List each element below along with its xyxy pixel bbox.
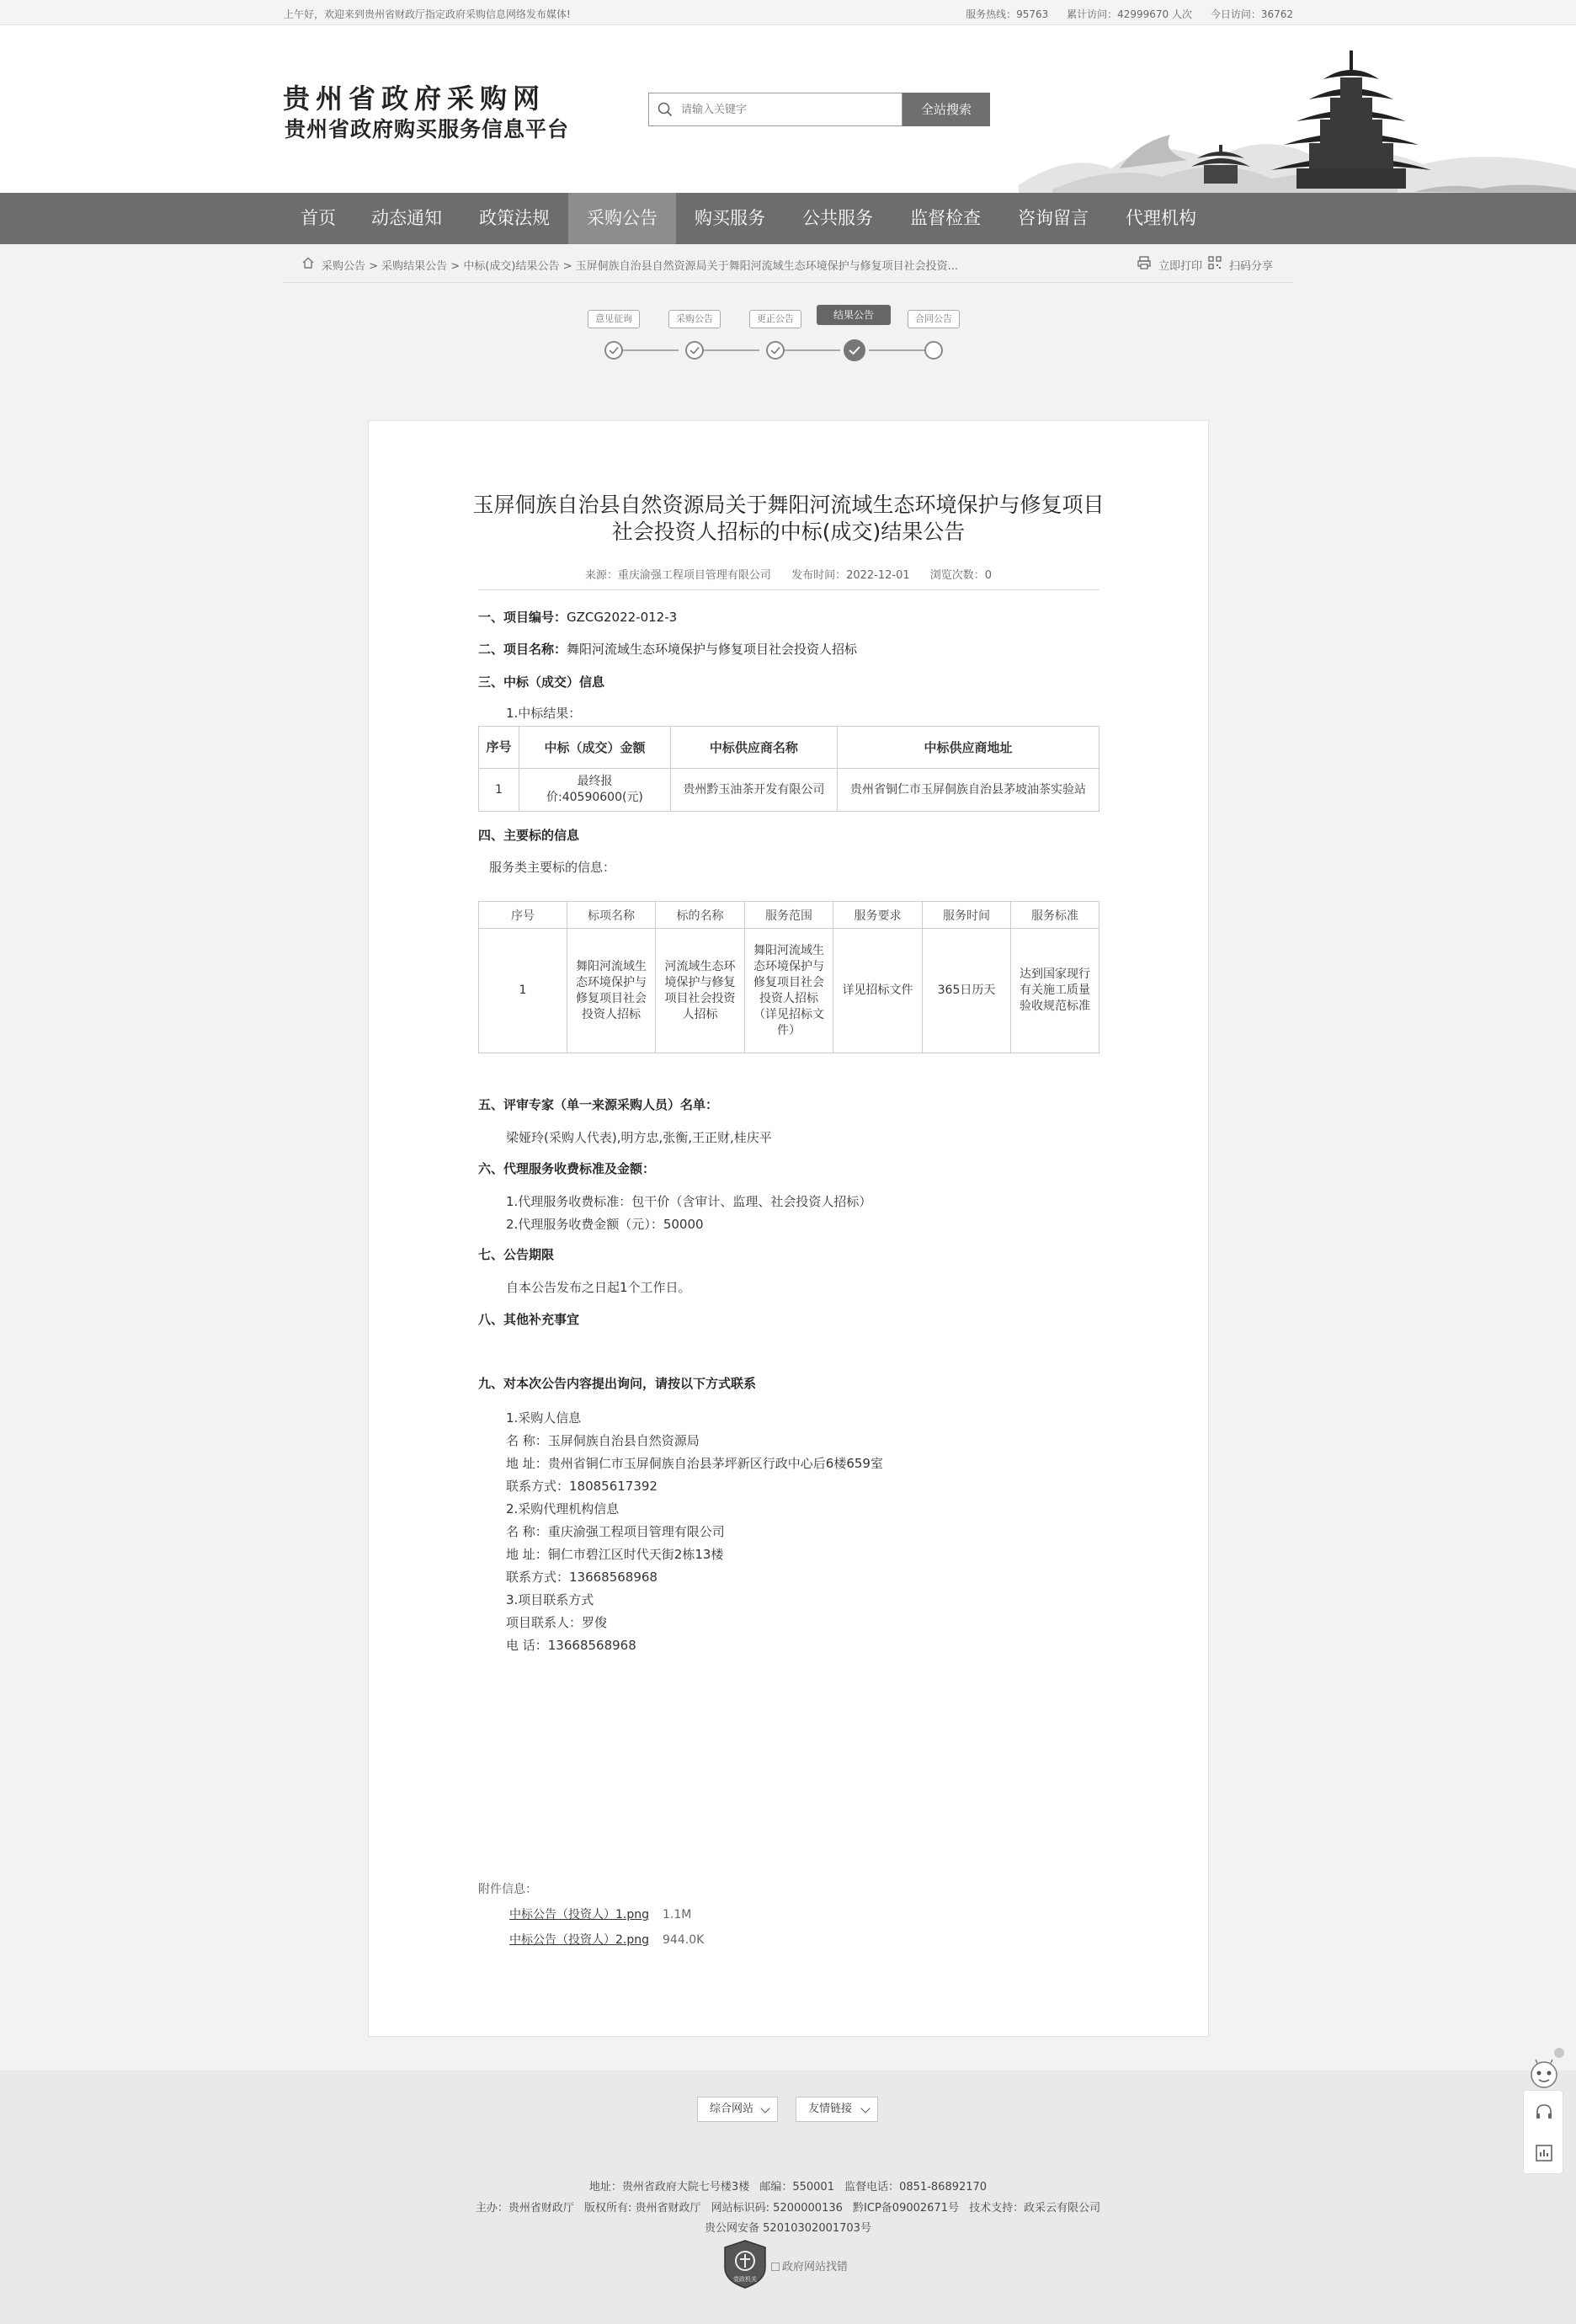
award-result-label: 1.中标结果：	[506, 706, 582, 721]
table-cell: 1	[479, 929, 567, 1053]
table-header-row	[479, 727, 1099, 769]
pagoda-scenery-image	[1019, 42, 1576, 193]
step-current-icon	[844, 339, 865, 361]
attachment-item	[509, 1931, 704, 1948]
table-cell: 达到国家现行有关施工质量验收规范标准	[1011, 929, 1099, 1053]
broken-image-icon	[771, 2263, 780, 2271]
table-header: 中标供应商地址	[837, 727, 1099, 769]
gov-agency-badge-icon[interactable]	[723, 2239, 767, 2289]
footer-police-line	[0, 2219, 1576, 2235]
table-cell: 贵州黔玉油茶开发有限公司	[670, 769, 837, 812]
breadcrumb-bar	[283, 244, 1293, 283]
nav-item-consult[interactable]: 咨询留言	[1018, 208, 1089, 228]
nav-item-notices[interactable]: 动态通知	[371, 208, 442, 228]
chevron-down-icon	[860, 2103, 870, 2113]
contact-line: 联系方式：13668568968	[506, 1570, 658, 1585]
announcement-meta	[369, 566, 1208, 582]
total-visits-text: 累计访问：42999670 人次	[1067, 8, 1192, 20]
notice-period-text: 自本公告发布之日起1个工作日。	[506, 1280, 691, 1295]
badge-text: 党政机关	[733, 2276, 757, 2283]
attachment-size: 944.0K	[663, 1933, 705, 1947]
nav-item-public-service[interactable]: 公共服务	[802, 208, 873, 228]
attachment-size: 1.1M	[663, 1908, 692, 1922]
search-box[interactable]	[648, 93, 902, 126]
divider	[478, 589, 1099, 590]
section-other-matters: 八、其他补充事宜	[478, 1312, 580, 1327]
search-button[interactable]: 全站搜索	[902, 93, 990, 126]
printer-icon	[1137, 255, 1152, 270]
section-label: 一、项目编号：	[478, 610, 567, 625]
section-experts: 五、评审专家（单一来源采购人员）名单：	[478, 1097, 719, 1112]
nav-item-policies[interactable]: 政策法规	[479, 208, 550, 228]
service-items-table	[478, 901, 1099, 1053]
table-cell: 河流域生态环境保护与修复项目社会投资人招标	[656, 929, 745, 1053]
step-done-icon	[604, 341, 623, 360]
table-cell: 详见招标文件	[833, 929, 923, 1053]
footer-police-record[interactable]: 贵公网安备 52010302001703号	[705, 2222, 871, 2235]
section-label: 二、项目名称：	[478, 642, 567, 657]
site-header	[0, 25, 1576, 193]
fee-amount: 2.代理服务收费金额（元）：50000	[506, 1217, 704, 1232]
contact-line: 电 话：13668568968	[506, 1638, 636, 1653]
table-cell: 1	[479, 769, 519, 812]
home-icon[interactable]	[301, 256, 315, 269]
related-sites-select[interactable]	[697, 2097, 778, 2122]
contact-line: 地 址：贵州省铜仁市玉屏侗族自治县茅坪新区行政中心后6楼659室	[506, 1456, 883, 1471]
main-items-label: 服务类主要标的信息：	[489, 860, 616, 875]
chevron-down-icon	[760, 2103, 769, 2113]
print-label: 立即打印	[1158, 260, 1203, 273]
section-main-items: 四、主要标的信息	[478, 828, 580, 843]
footer-postcode: 邮编：550001	[759, 2181, 834, 2193]
attachment-link[interactable]: 中标公告（投资人）1.png	[509, 1908, 650, 1922]
table-header: 服务要求	[833, 902, 923, 929]
share-label: 扫码分享	[1229, 260, 1274, 273]
contact-line: 名 称：玉屏侗族自治县自然资源局	[506, 1433, 700, 1448]
footer-tel: 监督电话：0851-86892170	[844, 2181, 988, 2193]
attachment-item	[509, 1906, 691, 1922]
attachment-label: 附件信息：	[478, 1883, 537, 1896]
table-header: 服务标准	[1011, 902, 1099, 929]
step-label-result[interactable]: 结果公告	[817, 305, 891, 325]
chart-report-icon[interactable]	[1534, 2143, 1554, 2163]
table-cell: 365日历天	[923, 929, 1011, 1053]
top-info-bar	[0, 0, 1576, 25]
section-project-name	[478, 640, 857, 658]
step-pending-icon	[924, 341, 943, 360]
headset-icon[interactable]	[1534, 2103, 1554, 2123]
contact-line: 1.采购人信息	[506, 1410, 582, 1426]
site-title[interactable]: 贵州省政府采购网	[283, 83, 546, 115]
table-cell: 贵州省铜仁市玉屏侗族自治县茅坡油茶实验站	[837, 769, 1099, 812]
welcome-text: 上午好，欢迎来到贵州省财政厅指定政府采购信息网络发布媒体!	[284, 8, 571, 20]
table-header: 中标（成交）金额	[519, 727, 671, 769]
step-label-correction[interactable]: 更正公告	[749, 310, 801, 328]
table-cell: 最终报价:40590600(元)	[519, 769, 671, 812]
nav-item-purchase-service[interactable]: 购买服务	[695, 208, 765, 228]
select-label: 综合网站	[710, 2103, 754, 2115]
contact-info	[506, 1407, 883, 1657]
contact-line: 地 址：铜仁市碧江区时代天街2栋13楼	[506, 1547, 724, 1562]
footer-host: 主办：贵州省财政厅	[475, 2202, 574, 2215]
step-connector	[623, 349, 679, 351]
table-header: 序号	[479, 727, 519, 769]
footer-site-id: 网站标识码: 5200000136	[711, 2202, 843, 2215]
step-connector	[704, 349, 759, 351]
table-header: 服务范围	[745, 902, 833, 929]
floating-service-widget	[1522, 2048, 1564, 2174]
hotline-text: 服务热线：95763	[966, 8, 1049, 20]
publish-time: 发布时间：2022-12-01	[791, 569, 910, 582]
step-label-consult[interactable]: 意见征询	[588, 310, 640, 328]
nav-item-home[interactable]: 首页	[301, 208, 336, 228]
section-project-number	[478, 608, 677, 626]
nav-item-agencies[interactable]: 代理机构	[1126, 208, 1196, 228]
announcement-progress	[581, 308, 968, 367]
breadcrumb[interactable]: 采购公告 > 采购结果公告 > 中标(成交)结果公告 > 玉屏侗族自治县自然资源局关于舞阳河流域生态环境保护与修复项目社会投资...	[322, 260, 959, 273]
search-icon	[658, 102, 673, 117]
source-text: 来源：重庆渝强工程项目管理有限公司	[584, 569, 771, 582]
gov-finder-alt-text: 政府网站找错	[782, 2261, 849, 2273]
nav-item-supervision[interactable]: 监督检查	[910, 208, 981, 228]
step-done-icon	[766, 341, 785, 360]
widget-panel	[1523, 2090, 1563, 2174]
footer-address: 地址：贵州省政府大院七号楼3楼	[588, 2181, 750, 2193]
view-count: 浏览次数：0	[929, 569, 993, 582]
table-header: 中标供应商名称	[670, 727, 837, 769]
section-contact: 九、对本次公告内容提出询问，请按以下方式联系	[478, 1376, 757, 1391]
table-header: 序号	[479, 902, 567, 929]
table-header: 标项名称	[567, 902, 656, 929]
announcement-card	[368, 420, 1209, 2037]
table-header-row	[479, 902, 1099, 929]
table-cell: 舞阳河流域生态环境保护与修复项目社会投资人招标（详见招标文件）	[745, 929, 833, 1053]
project-number: GZCG2022-012-3	[567, 610, 678, 625]
contact-line: 联系方式：18085617392	[506, 1479, 658, 1494]
friendly-links-select[interactable]	[796, 2097, 878, 2122]
award-table	[478, 726, 1099, 812]
footer-address-line	[0, 2177, 1576, 2193]
footer-tech-support: 技术支持：政采云有限公司	[969, 2202, 1101, 2215]
section-agency-fee: 六、代理服务收费标准及金额：	[478, 1161, 656, 1176]
share-button[interactable]	[1229, 257, 1273, 273]
gov-site-finder-link[interactable]	[771, 2257, 848, 2273]
section-award-info: 三、中标（成交）信息	[478, 674, 605, 690]
contact-line: 名 称：重庆渝强工程项目管理有限公司	[506, 1524, 725, 1539]
contact-line: 项目联系人：罗俊	[506, 1615, 608, 1630]
close-icon[interactable]	[1554, 2048, 1564, 2058]
search-input[interactable]	[681, 99, 892, 120]
contact-line: 3.项目联系方式	[506, 1592, 594, 1607]
table-row	[479, 769, 1099, 812]
footer-copyright: 版权所有: 贵州省财政厅	[584, 2202, 701, 2215]
step-connector	[869, 349, 926, 351]
visit-stats	[950, 7, 1293, 21]
nav-item-procurement[interactable]: 采购公告	[568, 193, 676, 244]
site-footer	[0, 2071, 1576, 2324]
title-line-2: 社会投资人招标的中标(成交)结果公告	[611, 520, 966, 544]
footer-icp[interactable]: 黔ICP备09002671号	[853, 2202, 959, 2215]
step-done-icon	[685, 341, 704, 360]
table-header: 标的名称	[656, 902, 745, 929]
print-button[interactable]	[1158, 257, 1202, 273]
select-label: 友情链接	[808, 2103, 853, 2115]
project-name: 舞阳河流域生态环境保护与修复项目社会投资人招标	[567, 642, 858, 657]
robot-assistant-icon[interactable]	[1529, 2058, 1559, 2092]
table-header: 服务时间	[923, 902, 1011, 929]
main-nav	[0, 193, 1576, 244]
experts-list: 梁娅玲(采购人代表),明方忠,张衡,王正财,桂庆平	[506, 1130, 772, 1145]
title-line-1: 玉屏侗族自治县自然资源局关于舞阳河流域生态环境保护与修复项目	[472, 493, 1105, 517]
announcement-title	[369, 492, 1208, 546]
table-cell: 舞阳河流域生态环境保护与修复项目社会投资人招标	[567, 929, 656, 1053]
footer-host-line	[0, 2199, 1576, 2215]
table-row	[479, 929, 1099, 1053]
step-label-procurement[interactable]: 采购公告	[668, 310, 721, 328]
attachment-link[interactable]: 中标公告（投资人）2.png	[509, 1933, 650, 1947]
fee-standard: 1.代理服务收费标准：包干价（含审计、监理、社会投资人招标）	[506, 1194, 872, 1209]
step-label-contract[interactable]: 合同公告	[908, 310, 960, 328]
site-subtitle: 贵州省政府购买服务信息平台	[285, 117, 570, 141]
section-notice-period: 七、公告期限	[478, 1247, 555, 1262]
qr-code-icon	[1207, 255, 1222, 270]
step-connector	[785, 349, 840, 351]
today-visits-text: 今日访问：36762	[1210, 8, 1293, 20]
contact-line: 2.采购代理机构信息	[506, 1501, 620, 1516]
